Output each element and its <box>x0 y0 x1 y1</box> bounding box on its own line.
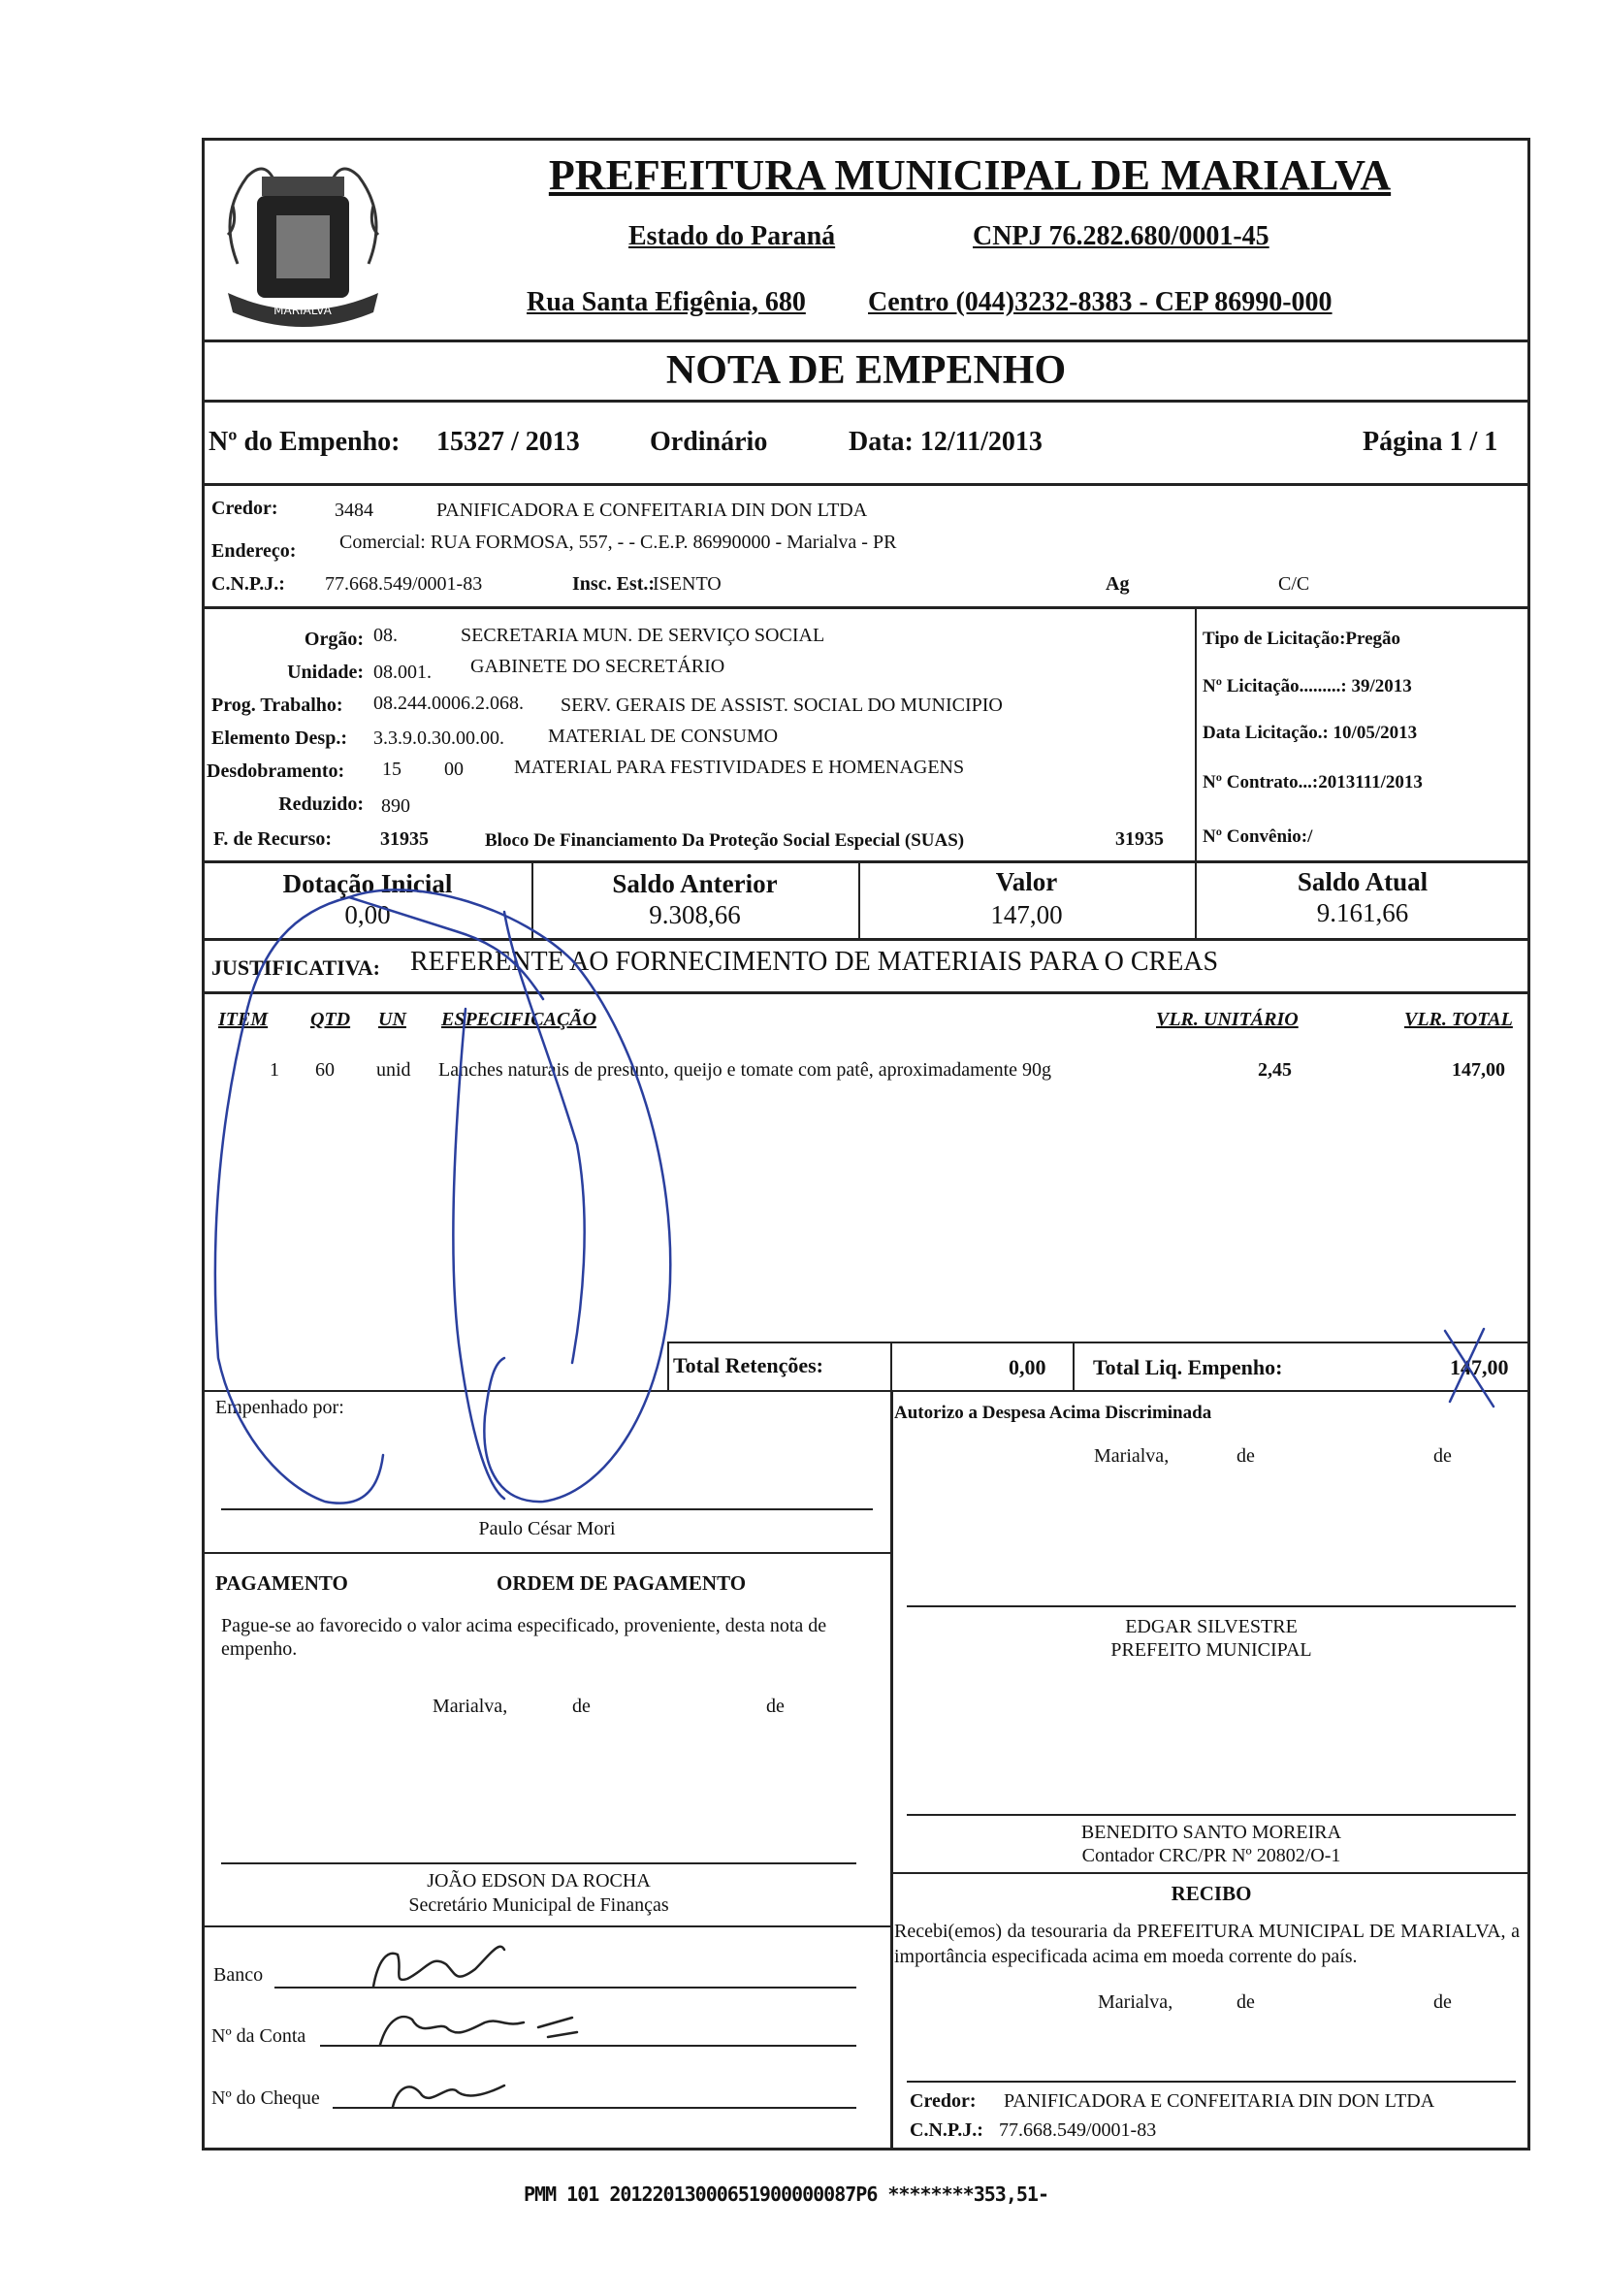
justificativa-text: REFERENTE AO FORNECIMENTO DE MATERIAIS PARA O CREAS <box>410 947 1219 977</box>
desdobramento-desc: MATERIAL PARA FESTIVIDADES E HOMENAGENS <box>514 757 965 778</box>
desdobramento-label: Desdobramento: <box>207 760 345 782</box>
elemento-code: 3.3.9.0.30.00.00. <box>373 728 504 749</box>
col-header-item: ITEM <box>218 1009 269 1030</box>
saldo-atual-value: 9.161,66 <box>1316 898 1409 927</box>
data-licitacao: Data Licitação.: 10/05/2013 <box>1203 723 1418 743</box>
col-header-especificacao: ESPECIFICAÇÃO <box>441 1009 597 1030</box>
municipal-crest <box>209 147 398 341</box>
col-header-qtd: QTD <box>310 1009 351 1030</box>
autorizo-city: Marialva, <box>1094 1445 1170 1467</box>
recurso-code: 31935 <box>380 828 429 850</box>
prog-desc: SERV. GERAIS DE ASSIST. SOCIAL DO MUNICIPIO <box>561 695 1003 716</box>
saldo-anterior-value: 9.308,66 <box>649 900 741 929</box>
unidade-label: Unidade: <box>287 662 364 683</box>
insc-value: ISENTO <box>653 573 722 595</box>
banco-label: Banco <box>213 1964 264 1986</box>
contador-name: BENEDITO SANTO MOREIRA <box>1080 1822 1342 1843</box>
col-header-total: VLR. TOTAL <box>1404 1009 1513 1030</box>
orgao-code: 08. <box>373 625 398 646</box>
prog-code: 08.244.0006.2.068. <box>373 693 524 714</box>
unidade-code: 08.001. <box>373 662 432 683</box>
endereco-label: Endereço: <box>211 540 297 562</box>
tipo-licitacao: Tipo de Licitação:Pregão <box>1203 629 1401 649</box>
recibo-credor-label: Credor: <box>910 2090 977 2112</box>
justificativa-label: JUSTIFICATIVA: <box>211 955 381 980</box>
liquido-value: 147,00 <box>1450 1355 1509 1379</box>
retencoes-label: Total Retenções: <box>673 1353 823 1377</box>
empenhado-label: Empenhado por: <box>215 1397 344 1418</box>
district-phone-cep: Centro (044)3232-8383 - CEP 86990-000 <box>868 287 1333 317</box>
page-number: Página 1 / 1 <box>1363 427 1498 457</box>
dotacao-value: 0,00 <box>344 900 391 929</box>
conta-label: Nº da Conta <box>211 2025 306 2047</box>
row-un: unid <box>376 1059 411 1081</box>
empenhado-name: Paulo César Mori <box>478 1518 616 1539</box>
svg-text:MARIALVA: MARIALVA <box>273 304 332 317</box>
recibo-credor: PANIFICADORA E CONFEITARIA DIN DON LTDA <box>1004 2090 1435 2112</box>
orgao-label: Orgão: <box>304 629 364 650</box>
row-qtd: 60 <box>315 1059 335 1081</box>
col-header-unitario: VLR. UNITÁRIO <box>1156 1009 1299 1030</box>
recibo-cnpj: 77.668.549/0001-83 <box>999 2119 1157 2141</box>
desdobramento-code: 15 <box>382 759 402 780</box>
recibo-cnpj-label: C.N.P.J.: <box>910 2119 983 2141</box>
numero-convenio: Nº Convênio:/ <box>1203 826 1313 847</box>
row-total: 147,00 <box>1452 1059 1505 1081</box>
contador-title: Contador CRC/PR Nº 20802/O-1 <box>1081 1845 1341 1866</box>
empenho-label: Nº do Empenho: <box>209 427 401 457</box>
recibo-de1: de <box>1237 1991 1255 2013</box>
valor-label: Valor <box>995 867 1058 896</box>
page-title: PREFEITURA MUNICIPAL DE MARIALVA <box>548 151 1392 199</box>
numero-contrato: Nº Contrato...:2013111/2013 <box>1203 772 1423 792</box>
endereco-value: Comercial: RUA FORMOSA, 557, - - C.E.P. 86990000 - Marialva - PR <box>339 532 897 553</box>
row-spec: Lanches naturais de presunto, queijo e tomate com patê, aproximadamente 90g <box>438 1059 1052 1081</box>
elemento-desc: MATERIAL DE CONSUMO <box>548 726 779 747</box>
recibo-de2: de <box>1433 1991 1452 2013</box>
secretario-name: JOÃO EDSON DA ROCHA <box>427 1870 651 1892</box>
row-unit: 2,45 <box>1258 1059 1292 1081</box>
state-name: Estado do Paraná <box>628 221 836 251</box>
cnpj-label: C.N.P.J.: <box>211 573 285 595</box>
reduzido-value: 890 <box>381 795 410 817</box>
cnpj: CNPJ 76.282.680/0001-45 <box>973 221 1269 251</box>
credor-label: Credor: <box>211 498 278 519</box>
pagamento-city: Marialva, <box>433 1696 508 1717</box>
reduzido-label: Reduzido: <box>278 793 364 815</box>
footer-code: PMM 101 20122013000651900000087P6 ********353,51- <box>524 2183 1049 2206</box>
pagamento-text: Pague-se ao favorecido o valor acima especificado, proveniente, desta nota de empenho. <box>221 1615 827 1660</box>
recibo-text: Recebi(emos) da tesouraria da PREFEITURA MUNICIPAL DE MARIALVA, a importância especificada acima em moeda corrente do país. <box>894 1921 1520 1967</box>
prefeito-name: EDGAR SILVESTRE <box>1125 1616 1298 1637</box>
secretario-title: Secretário Municipal de Finanças <box>408 1894 669 1916</box>
insc-label: Insc. Est.: <box>572 573 656 595</box>
cnpj-value: 77.668.549/0001-83 <box>325 573 483 595</box>
desdobramento-code2: 00 <box>444 759 464 780</box>
numero-licitacao: Nº Licitação.........: 39/2013 <box>1203 676 1412 696</box>
cc-label: C/C <box>1278 573 1310 595</box>
pagamento-de1: de <box>572 1696 591 1717</box>
dotacao-label: Dotação Inicial <box>282 869 453 898</box>
document-title: NOTA DE EMPENHO <box>665 348 1067 393</box>
recibo-title: RECIBO <box>1171 1882 1252 1905</box>
ordem-pagamento: ORDEM DE PAGAMENTO <box>497 1571 747 1595</box>
liquido-label: Total Liq. Empenho: <box>1093 1355 1283 1379</box>
credor-name: PANIFICADORA E CONFEITARIA DIN DON LTDA <box>436 500 868 521</box>
saldo-atual-label: Saldo Atual <box>1297 867 1429 896</box>
pagamento-label: PAGAMENTO <box>215 1571 348 1595</box>
empenho-date: Data: 12/11/2013 <box>849 427 1043 457</box>
recurso-desc: Bloco De Financiamento Da Proteção Social Especial (SUAS) <box>485 830 965 851</box>
pagamento-de2: de <box>766 1696 785 1717</box>
recurso-label: F. de Recurso: <box>213 828 333 850</box>
row-item: 1 <box>270 1059 279 1081</box>
saldo-anterior-label: Saldo Anterior <box>612 869 778 898</box>
elemento-label: Elemento Desp.: <box>211 728 347 749</box>
cheque-label: Nº do Cheque <box>211 2087 320 2109</box>
empenho-type: Ordinário <box>650 427 768 457</box>
prog-label: Prog. Trabalho: <box>211 695 343 716</box>
col-header-un: UN <box>378 1009 406 1030</box>
recurso-code2: 31935 <box>1115 828 1164 850</box>
address: Rua Santa Efigênia, 680 <box>527 287 806 317</box>
autorizo-text: Autorizo a Despesa Acima Discriminada <box>894 1403 1212 1423</box>
credor-code: 3484 <box>335 500 373 521</box>
valor-value: 147,00 <box>990 900 1063 929</box>
recibo-city: Marialva, <box>1098 1991 1173 2013</box>
autorizo-de2: de <box>1433 1445 1452 1467</box>
autorizo-de1: de <box>1237 1445 1255 1467</box>
unidade-desc: GABINETE DO SECRETÁRIO <box>470 656 725 677</box>
retencoes-value: 0,00 <box>1009 1355 1046 1379</box>
empenho-number: 15327 / 2013 <box>436 427 580 457</box>
ag-label: Ag <box>1106 573 1130 595</box>
orgao-desc: SECRETARIA MUN. DE SERVIÇO SOCIAL <box>461 625 825 646</box>
prefeito-title: PREFEITO MUNICIPAL <box>1110 1639 1312 1661</box>
